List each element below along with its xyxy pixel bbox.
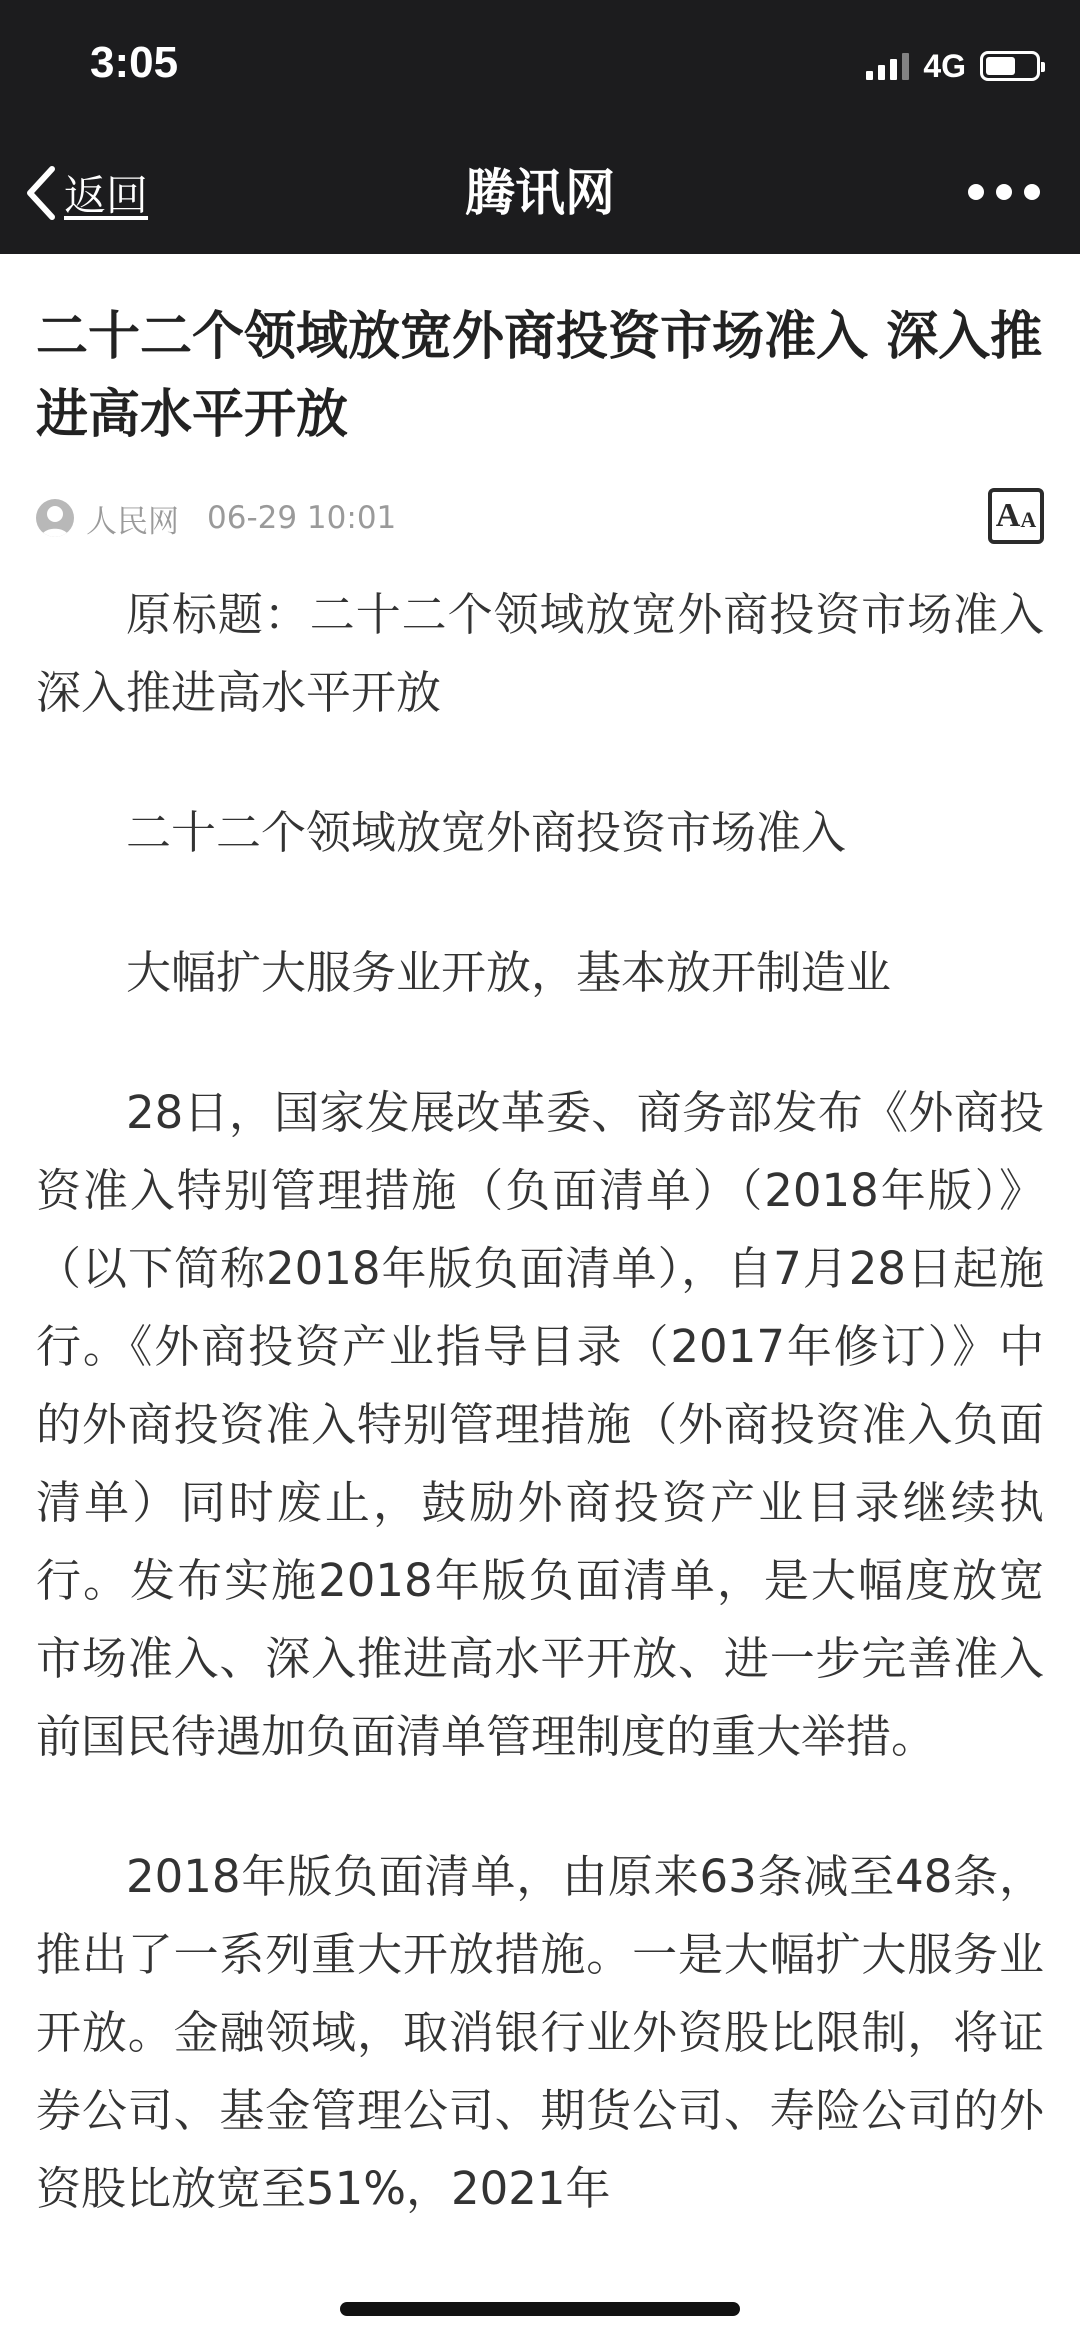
- back-label: 返回: [64, 171, 149, 220]
- article-meta: [36, 488, 1044, 548]
- home-indicator[interactable]: [340, 2302, 740, 2316]
- article-paragraph: 大幅扩大服务业开放，基本放开制造业: [126, 946, 892, 999]
- more-icon[interactable]: [968, 184, 1040, 200]
- article-source[interactable]: 人民网: [86, 503, 179, 540]
- battery-icon: [980, 51, 1040, 81]
- status-bar: [0, 0, 1080, 132]
- signal-icon: [866, 52, 909, 80]
- article-paragraph: 2018年版负面清单，由原来63条减至48条，推出了一系列重大开放措施。一是大幅扩大服务业开放。金融领域，取消银行业外资股比限制，将证券公司、基金管理公司、期货公司、寿险公司的外资股比放宽至51%，2021年: [36, 1850, 1044, 2215]
- article: [36, 254, 1044, 2290]
- article-time: 06-29 10:01: [207, 500, 397, 536]
- article-paragraph: 原标题：二十二个领域放宽外商投资市场准入 深入推进高水平开放: [36, 588, 1044, 719]
- nav-bar: [0, 132, 1080, 254]
- article-paragraph: 28日，国家发展改革委、商务部发布《外商投资准入特别管理措施（负面清单）（2018年版）》（以下简称2018年版负面清单），自7月28日起施行。《外商投资产业指导目录（2017年修订）》中的外商投资准入特别管理措施（外商投资准入负面清单）同时废止，鼓励外商投资产业目录继续执行。发布实施2018年版负面清单，是大幅度放宽市场准入、深入推进高水平开放、进一步完善准入前国民待遇加负面清单管理制度的重大举措。: [36, 1086, 1044, 1763]
- font-size-glyph-small: A: [1020, 507, 1037, 532]
- status-time: 3:05: [90, 38, 179, 87]
- article-paragraph: 二十二个领域放宽外商投资市场准入: [126, 806, 847, 859]
- font-size-button[interactable]: [988, 488, 1044, 544]
- article-title: 二十二个领域放宽外商投资市场准入 深入推进高水平开放: [36, 307, 1043, 445]
- article-body: [36, 576, 1044, 2228]
- page-title: 腾讯网: [465, 164, 615, 222]
- font-size-glyph-large: A: [995, 497, 1021, 534]
- source-avatar-icon: [36, 499, 74, 537]
- network-label: 4G: [923, 47, 966, 84]
- status-indicators: [866, 48, 1040, 84]
